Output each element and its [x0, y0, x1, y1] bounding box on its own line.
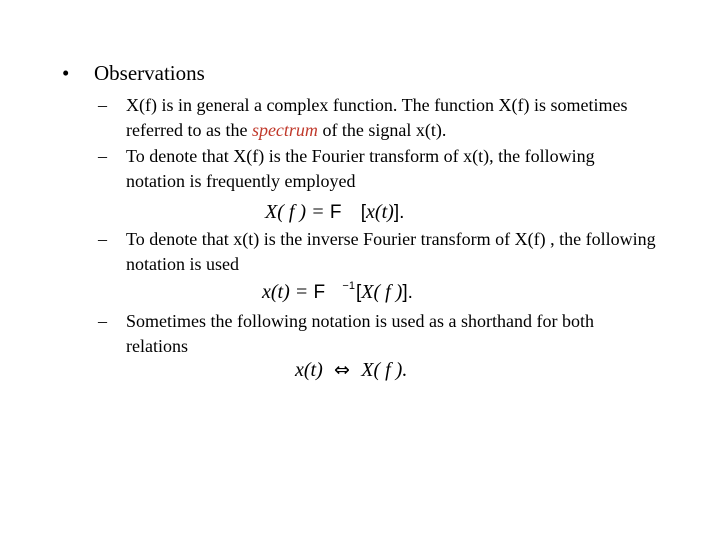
spectrum-term: spectrum	[251, 120, 318, 140]
sub-bullet-text: Sometimes the following notation is used as a shorthand for both relations	[126, 311, 594, 356]
fourier-operator: F	[313, 282, 326, 303]
double-arrow-icon: ⇔	[334, 359, 350, 381]
sub-bullet-shorthand	[98, 309, 658, 359]
sub-bullet-spectrum	[98, 93, 658, 143]
eq-arg: x(t)	[366, 201, 394, 223]
sub-bullet-fourier-notation	[98, 144, 658, 194]
eq-bracket-open: [	[360, 202, 367, 223]
eq-lhs: x(t) =	[262, 281, 309, 303]
text-part: X(f) is in general a complex function. The function X(f) is sometimes referred to as the	[126, 95, 628, 140]
eq-superscript: −1	[342, 280, 355, 292]
sub-bullet-inverse-notation	[98, 227, 658, 277]
eq-bracket-close: ].	[402, 282, 413, 303]
eq-rhs: X( f ).	[361, 359, 408, 381]
eq-lhs: X( f ) =	[265, 201, 325, 223]
equation-inverse-transform	[262, 280, 413, 307]
sub-bullet-text	[126, 93, 658, 143]
dash: –	[98, 311, 107, 331]
sub-bullet-text: To denote that x(t) is the inverse Fourier transform of X(f) , the following notation is used	[126, 229, 656, 274]
bullet-title: Observations	[94, 61, 205, 85]
dash: –	[98, 229, 107, 249]
equation-transform-pair	[295, 358, 407, 383]
main-bullet	[62, 60, 205, 86]
fourier-operator: F	[329, 202, 342, 223]
eq-lhs: x(t)	[295, 359, 323, 381]
bullet-symbol: •	[62, 61, 70, 85]
dash: –	[98, 146, 107, 166]
eq-bracket-close: ].	[393, 202, 405, 223]
dash: –	[98, 95, 107, 115]
eq-bracket-open: [	[355, 282, 362, 303]
eq-arg: X( f )	[361, 281, 403, 303]
sub-bullet-text: To denote that X(f) is the Fourier transform of x(t), the following notation is frequently employed	[126, 146, 595, 191]
equation-forward-transform	[265, 200, 404, 225]
text-part: of the signal x(t).	[317, 120, 447, 140]
